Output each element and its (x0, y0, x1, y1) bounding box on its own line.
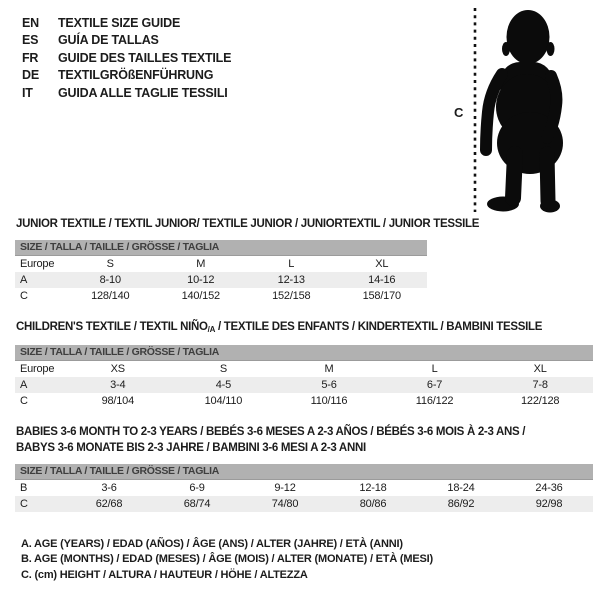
size-cell: 104/110 (204, 395, 243, 407)
table-row (15, 361, 593, 377)
size-cell: 18-24 (447, 482, 475, 494)
size-cell: 3-4 (110, 379, 126, 391)
junior-section-title: JUNIOR TEXTILE / TEXTIL JUNIOR/ TEXTILE JUNIOR / JUNIORTEXTIL / JUNIOR TESSILE (16, 218, 480, 230)
size-cell: 110/116 (310, 395, 348, 407)
size-cell: 62/68 (95, 498, 123, 510)
table-row (15, 480, 593, 496)
size-cell: M (324, 363, 334, 375)
size-cell: 3-6 (101, 482, 117, 494)
title-text: / TEXTILE DES ENFANTS / KINDERTEXTIL / BAMBINI TESSILE (215, 321, 543, 333)
size-cell: XL (375, 258, 389, 270)
size-cell: L (431, 363, 438, 375)
table-row (15, 393, 593, 409)
children-size-table (15, 345, 593, 409)
table-row (15, 256, 427, 272)
babies-size-table (15, 464, 593, 512)
language-row (22, 67, 231, 85)
footnotes (21, 537, 433, 583)
language-code: DE (22, 68, 39, 83)
row-label: C (20, 395, 28, 407)
language-title-list (22, 14, 231, 102)
row-label: A (20, 379, 28, 391)
size-header-bar: SIZE / TALLA / TAILLE / GRÖSSE / TAGLIA (15, 345, 593, 361)
size-cell: 6-9 (189, 482, 205, 494)
size-cell: 24-36 (535, 482, 563, 494)
size-cell: M (196, 258, 206, 270)
size-cell: 158/170 (362, 290, 401, 302)
table-row (15, 496, 593, 512)
row-label: Europe (20, 258, 55, 270)
language-title: GUIDA ALLE TAGLIE TESSILI (58, 85, 228, 100)
size-cell: 80/86 (359, 498, 387, 510)
size-cell: 10-12 (187, 274, 215, 286)
title-line: BABYS 3-6 MONATE BIS 2-3 JAHRE / BAMBINI 3-6 MESI A 2-3 ANNI (16, 441, 366, 454)
size-header-bar: SIZE / TALLA / TAILLE / GRÖSSE / TAGLIA (15, 464, 593, 480)
size-cell: 128/140 (91, 290, 130, 302)
title-line: BABIES 3-6 MONTH TO 2-3 YEARS / BEBÉS 3-6 MESES A 2-3 AÑOS / BÉBÉS 3-6 MOIS À 2-3 ANS / (16, 426, 526, 438)
language-code: ES (22, 33, 39, 48)
size-cell: 122/128 (520, 395, 560, 407)
language-row (22, 14, 231, 32)
size-cell: 5-6 (321, 379, 337, 391)
title-subscript: /A (207, 324, 216, 334)
language-title: TEXTILE SIZE GUIDE (58, 15, 181, 30)
junior-size-table (15, 240, 427, 304)
row-label: Europe (20, 363, 55, 375)
size-cell: 140/152 (181, 290, 220, 302)
children-section-title (16, 320, 542, 336)
table-rows (15, 361, 593, 409)
height-figure (450, 4, 600, 216)
table-row (15, 272, 427, 288)
size-cell: 68/74 (183, 498, 211, 510)
size-cell: 152/158 (272, 290, 311, 302)
size-cell: S (219, 363, 227, 375)
language-row (22, 49, 231, 67)
size-cell: 116/122 (415, 395, 454, 407)
toddler-silhouette-icon (450, 4, 600, 216)
size-cell: XL (533, 363, 547, 375)
language-title: TEXTILGRÖßENFÜHRUNG (58, 68, 214, 83)
size-cell: 98/104 (101, 395, 135, 407)
table-row (15, 288, 427, 304)
language-title: GUÍA DE TALLAS (58, 33, 159, 48)
size-cell: 9-12 (274, 482, 296, 494)
size-cell: 8-10 (99, 274, 121, 286)
size-cell: L (288, 258, 295, 270)
size-cell: 4-5 (215, 379, 232, 391)
row-label: B (20, 482, 28, 494)
language-row (22, 84, 231, 102)
language-title: GUIDE DES TAILLES TEXTILE (58, 50, 232, 65)
height-label-c: C (454, 105, 464, 120)
size-cell: 14-16 (368, 274, 396, 286)
size-cell: 92/98 (535, 498, 563, 510)
footnote-c: C. (cm) HEIGHT / ALTURA / HAUTEUR / HÖHE / ALTEZZA (21, 568, 308, 581)
size-cell: 86/92 (447, 498, 475, 510)
table-rows (15, 256, 427, 304)
babies-section-title (16, 425, 525, 456)
size-cell: 74/80 (271, 498, 299, 510)
language-row (22, 32, 231, 50)
footnote-a: A. AGE (YEARS) / EDAD (AÑOS) / ÂGE (ANS) / ALTER (JAHRE) / ETÀ (ANNI) (21, 538, 403, 550)
language-code: FR (22, 50, 39, 65)
size-cell: S (106, 258, 114, 270)
row-label: C (20, 290, 28, 302)
language-code: EN (22, 15, 39, 30)
size-cell: 7-8 (532, 379, 548, 391)
size-cell: 12-18 (359, 482, 387, 494)
table-rows (15, 480, 593, 512)
table-row (15, 377, 593, 393)
footnote-b: B. AGE (MONTHS) / EDAD (MESES) / ÂGE (MOIS) / ALTER (MONATE) / ETÀ (MESI) (21, 553, 433, 566)
size-header-bar: SIZE / TALLA / TAILLE / GRÖSSE / TAGLIA (15, 240, 427, 256)
row-label: A (20, 274, 28, 286)
language-code: IT (22, 85, 33, 100)
title-text: CHILDREN'S TEXTILE / TEXTIL NIÑO (16, 321, 208, 333)
size-cell: 12-13 (277, 274, 305, 286)
size-cell: 6-7 (426, 379, 443, 391)
row-label: C (20, 498, 28, 510)
size-cell: XS (110, 363, 125, 375)
